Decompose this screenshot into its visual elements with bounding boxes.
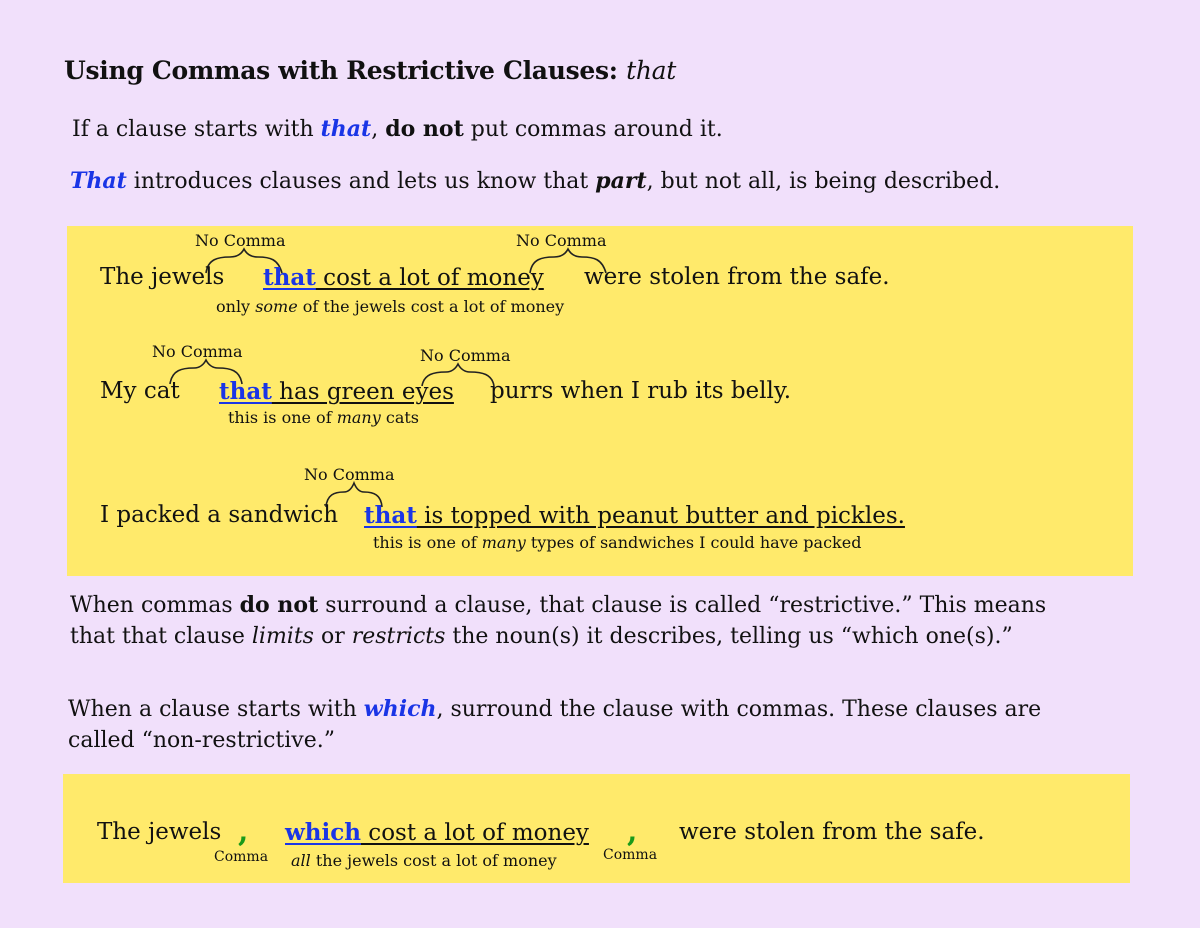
example-2-clause (219, 378, 454, 405)
page-title (64, 56, 676, 85)
comma-mark: , (238, 814, 249, 849)
text: this is one of (373, 533, 482, 552)
title-italic: that (626, 56, 676, 85)
text: or (313, 624, 352, 649)
text: put commas around it. (463, 117, 723, 142)
text: When commas (70, 593, 240, 618)
intro-line-2 (70, 168, 1000, 194)
which-rule-line-2: called “non-restrictive.” (68, 728, 335, 753)
keyword-that: that (263, 264, 316, 291)
text: , surround the clause with commas. These clauses are (436, 697, 1042, 722)
no-comma-label: No Comma (304, 465, 395, 484)
no-comma-label: No Comma (152, 342, 243, 361)
comma-label: Comma (214, 849, 269, 865)
text: the noun(s) it describes, telling us “which one(s).” (445, 624, 1013, 649)
text: only (216, 297, 256, 316)
no-comma-label: No Comma (420, 346, 511, 365)
text: of the jewels cost a lot of money (297, 297, 565, 316)
example-3-clause (364, 502, 905, 529)
italic-restricts: restricts (351, 624, 446, 649)
explanation-line-1 (70, 592, 1046, 618)
text: If a clause starts with (72, 117, 321, 142)
bold-do-not: do not (239, 592, 319, 618)
text: surround a clause, that clause is called “restrictive.” This means (318, 593, 1047, 618)
text: , but not all, is being described. (646, 169, 1001, 194)
intro-line-1 (72, 116, 723, 142)
keyword-that: that (219, 378, 272, 405)
italic-all: all (291, 851, 311, 870)
italic-limits: limits (251, 624, 314, 649)
no-comma-label: No Comma (516, 231, 607, 250)
example-1-after: were stolen from the safe. (584, 264, 890, 290)
text: this is one of (228, 408, 337, 427)
which-example-clause (285, 819, 589, 846)
example-1-clause (263, 264, 544, 291)
text: that that clause (70, 624, 252, 649)
example-2-note (228, 408, 419, 427)
italic-text: many (336, 408, 381, 427)
clause-text: cost a lot of money (361, 820, 589, 846)
clause-text: cost a lot of money (315, 265, 544, 291)
which-example-after: were stolen from the safe. (679, 819, 985, 845)
title-text: Using Commas with Restrictive Clauses: (64, 56, 618, 85)
bold-do-not: do not (385, 116, 464, 142)
which-example-note (291, 851, 557, 870)
explanation-line-2 (70, 624, 1013, 649)
comma-mark: , (627, 814, 638, 849)
italic-text: some (255, 297, 298, 316)
example-2-before: My cat (100, 378, 180, 404)
text: types of sandwiches I could have packed (525, 533, 862, 552)
clause-text: is topped with peanut butter and pickles. (416, 503, 905, 529)
comma-label: Comma (603, 847, 658, 863)
text: cats (380, 408, 419, 427)
text: introduces clauses and lets us know that (126, 169, 596, 194)
no-comma-label: No Comma (195, 231, 286, 250)
which-rule-line-1 (68, 696, 1041, 722)
example-3-note (373, 533, 861, 552)
text: When a clause starts with (68, 697, 364, 722)
bold-part: part (595, 168, 647, 194)
example-1-before: The jewels (100, 264, 225, 290)
example-1-note (216, 297, 564, 316)
text: the jewels cost a lot of money (310, 851, 557, 870)
italic-text: many (481, 533, 526, 552)
keyword-which: which (285, 819, 361, 846)
keyword-which: which (363, 696, 437, 722)
example-3-before: I packed a sandwich (100, 502, 339, 528)
keyword-that: that (364, 502, 417, 529)
example-2-after: purrs when I rub its belly. (490, 378, 792, 404)
which-example-before: The jewels (97, 819, 222, 845)
keyword-that: that (320, 116, 372, 142)
keyword-that: That (70, 168, 127, 194)
text: , (371, 117, 386, 142)
clause-text: has green eyes (271, 379, 454, 405)
